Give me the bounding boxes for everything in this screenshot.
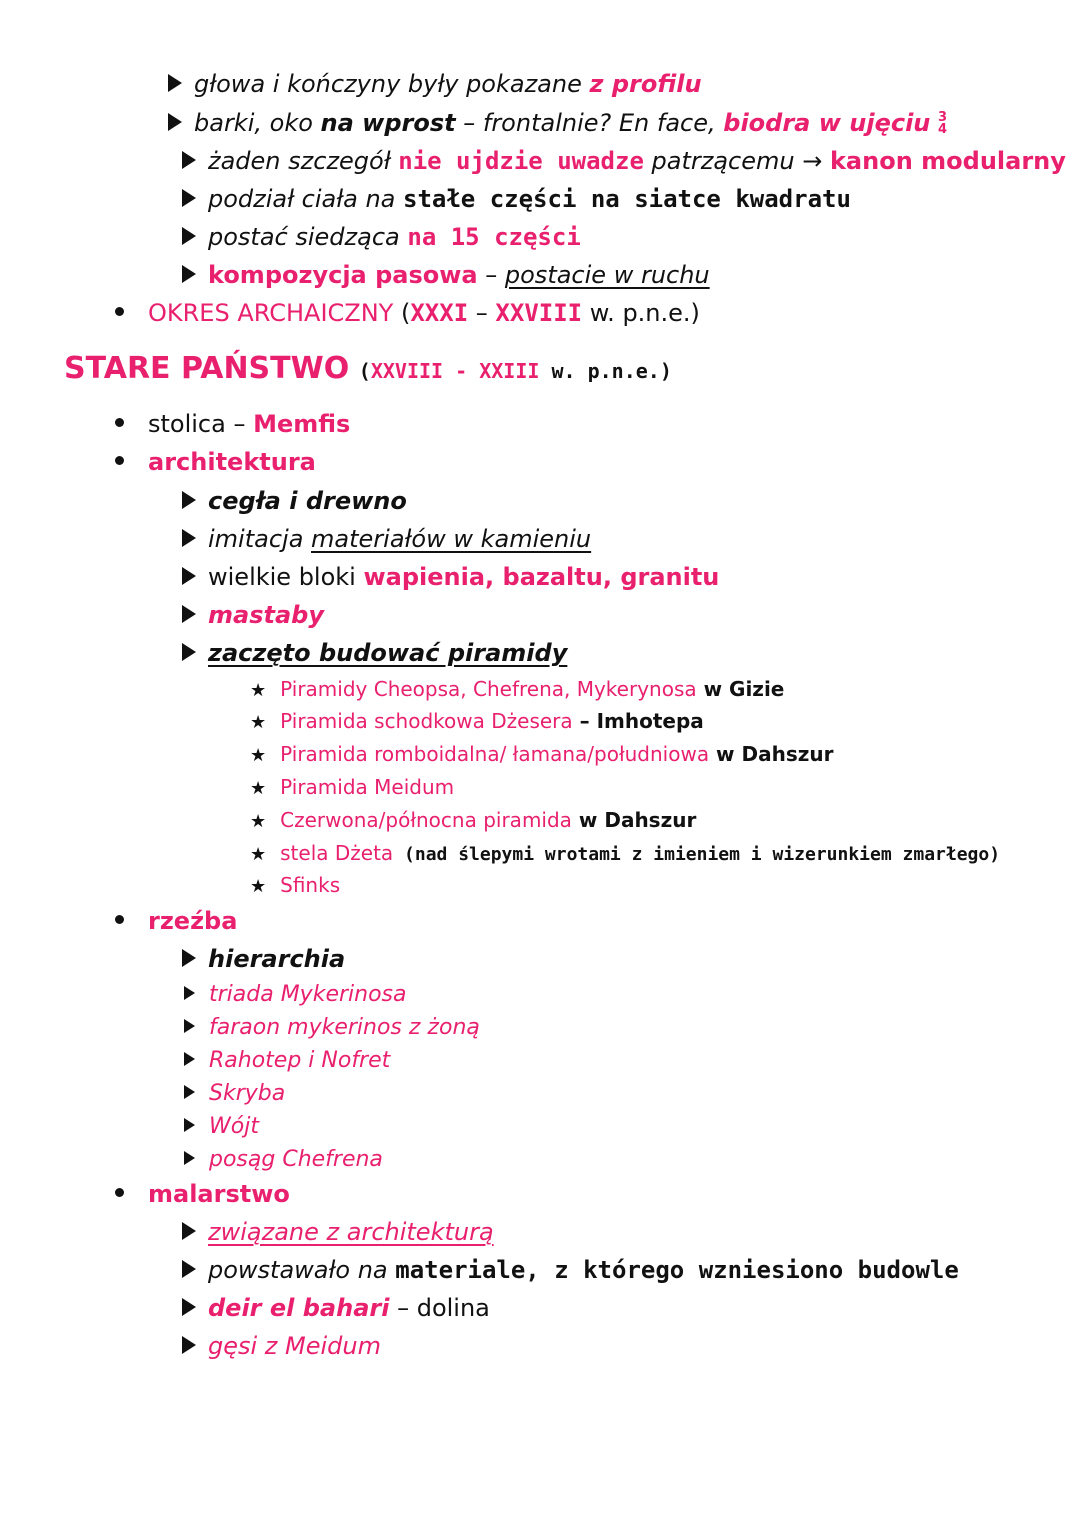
bullet-line: głowa i kończyny były pokazane z profilu xyxy=(168,72,702,96)
bullet-line: mastaby xyxy=(182,603,324,627)
arrow-bullet-icon xyxy=(182,189,196,207)
arrow-bullet-icon xyxy=(168,113,182,131)
bullet-line: gęsi z Meidum xyxy=(182,1334,381,1358)
star-bullet-icon: ★ xyxy=(250,844,267,865)
fraction: 3 4 xyxy=(938,110,948,137)
bullet-line: powstawało na materiale, z którego wzniesiono budowle xyxy=(182,1258,959,1282)
arrow-bullet-icon xyxy=(184,1118,195,1132)
arrow-bullet-icon xyxy=(184,1085,195,1099)
star-item: ★ Czerwona/północna piramida w Dahszur xyxy=(250,808,697,832)
dot-bullet-icon xyxy=(115,418,124,427)
bullet-line: wielkie bloki wapienia, bazaltu, granitu xyxy=(182,565,719,589)
bullet-line: triada Mykerinosa xyxy=(184,984,406,1006)
bullet-line: zaczęto budować piramidy xyxy=(182,641,567,665)
section-heading: STARE PAŃSTWO (XXVIII - XXIII w. p.n.e.) xyxy=(64,351,672,386)
star-item: ★ stela Dżeta (nad ślepymi wrotami z imieniem i wizerunkiem zmarłego) xyxy=(250,841,1001,865)
bullet-line: cegła i drewno xyxy=(182,489,407,513)
star-bullet-icon: ★ xyxy=(250,745,267,766)
bullet-line: związane z architekturą xyxy=(182,1220,494,1244)
bullet-line: imitacja materiałów w kamieniu xyxy=(182,527,591,551)
bullet-line: posąg Chefrena xyxy=(184,1149,383,1171)
dot-bullet-icon xyxy=(115,456,124,465)
bullet-line: deir el bahari – dolina xyxy=(182,1296,490,1320)
arrow-bullet-icon xyxy=(182,1222,196,1240)
arrow-bullet-icon xyxy=(168,74,182,92)
arrow-bullet-icon xyxy=(184,1151,195,1165)
dot-bullet-icon xyxy=(115,307,124,316)
arrow-bullet-icon xyxy=(182,151,196,169)
star-bullet-icon: ★ xyxy=(250,876,267,897)
arrow-bullet-icon xyxy=(184,1052,195,1066)
arrow-bullet-icon xyxy=(182,949,196,967)
bullet-line: podział ciała na stałe części na siatce kwadratu xyxy=(182,187,851,211)
bullet-line: faraon mykerinos z żoną xyxy=(184,1017,480,1039)
star-bullet-icon: ★ xyxy=(250,712,267,733)
bullet-line: Skryba xyxy=(184,1083,285,1105)
category-heading: malarstwo xyxy=(115,1182,290,1206)
star-item: ★ Piramida schodkowa Dżesera – Imhotepa xyxy=(250,709,704,733)
bullet-line: OKRES ARCHAICZNY (XXXI – XXVIII w. p.n.e.) xyxy=(115,301,700,325)
arrow-bullet-icon xyxy=(182,491,196,509)
arrow-bullet-icon xyxy=(182,567,196,585)
bullet-line: hierarchia xyxy=(182,947,345,971)
category-heading: rzeźba xyxy=(115,909,237,933)
star-item: ★ Sfinks xyxy=(250,873,341,897)
star-bullet-icon: ★ xyxy=(250,811,267,832)
bullet-line: żaden szczegół nie ujdzie uwadze patrzącemu → kanon modularny xyxy=(182,149,1066,173)
category-heading: architektura xyxy=(115,450,316,474)
arrow-bullet-icon xyxy=(182,1336,196,1354)
bullet-line: Rahotep i Nofret xyxy=(184,1050,390,1072)
star-item: ★ Piramida Meidum xyxy=(250,775,455,799)
arrow-bullet-icon xyxy=(182,265,196,283)
arrow-bullet-icon xyxy=(184,986,195,1000)
arrow-bullet-icon xyxy=(182,227,196,245)
star-item: ★ Piramida romboidalna/ łamana/południowa w Dahszur xyxy=(250,742,834,766)
bullet-line: postać siedząca na 15 części xyxy=(182,225,581,249)
arrow-bullet-icon xyxy=(182,529,196,547)
bullet-line: stolica – Memfis xyxy=(115,412,350,436)
star-bullet-icon: ★ xyxy=(250,680,267,701)
arrow-bullet-icon xyxy=(182,1298,196,1316)
dot-bullet-icon xyxy=(115,915,124,924)
arrow-bullet-icon xyxy=(182,643,196,661)
star-bullet-icon: ★ xyxy=(250,778,267,799)
bullet-line: kompozycja pasowa – postacie w ruchu xyxy=(182,263,710,287)
bullet-line: barki, oko na wprost – frontalnie? En face, biodra w ujęciu 3 4 xyxy=(168,111,947,136)
dot-bullet-icon xyxy=(115,1188,124,1197)
arrow-bullet-icon xyxy=(182,605,196,623)
arrow-bullet-icon xyxy=(184,1019,195,1033)
star-item: ★ Piramidy Cheopsa, Chefrena, Mykerynosa w Gizie xyxy=(250,677,785,701)
bullet-line: Wójt xyxy=(184,1116,259,1138)
arrow-bullet-icon xyxy=(182,1260,196,1278)
